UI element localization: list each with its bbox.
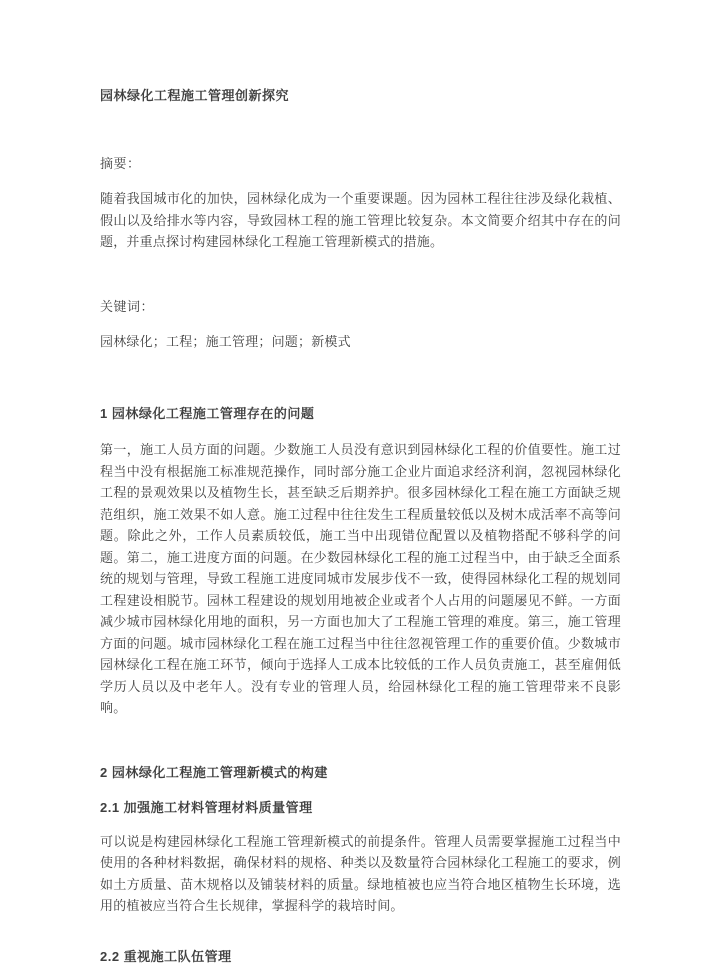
section-2-1-paragraph: 可以说是构建园林绿化工程施工管理新模式的前提条件。管理人员需要掌握施工过程当中使用的各种材料数据，确保材料的规格、种类以及数量符合园林绿化工程施工的要求，例如土方质量、苗木规格以及铺装材料的质量。绿地植被也应当符合地区植物生长环境，选用的植被应当符合生长规律，掌握科学的栽培时间。	[100, 833, 621, 913]
section-1-paragraph: 第一，施工人员方面的问题。少数施工人员没有意识到园林绿化工程的价值要性。施工过程当中没有根据施工标准规范操作，同时部分施工企业片面追求经济利润，忽视园林绿化工程的景观效果以及植物生长，甚至缺乏后期养护。很多园林绿化工程在施工方面缺乏规范组织，施工效果不如人意。施工过程中往往发生工程质量较低以及树木成活率不高等问题。除此之外，工作人员素质较低，施工当中出现错位配置以及植物搭配不够科学的问题。第二，施工进度方面的问题。在少数园林绿化工程的施工过程当中，由于缺乏全面系统的规划与管理，导致工程施工进度同城市发展步伐不一致，使得园林绿化工程的规划同工程建设相脱节。园林工程建设的规划用地被企业或者个人占用的问题屡见不鲜。一方面减少城市园林绿化用地的面积，另一方面也加大了工程施工管理的难度。第三，施工管理方面的问题。城市园林绿化工程在施工过程当中往往忽视管理工作的重要价值。少数城市园林绿化工程在施工环节，倾向于选择人工成本比较低的工作人员负责施工，甚至雇佣低学历人员以及中老年人。没有专业的管理人员，给园林绿化工程的施工管理带来不良影响。	[100, 442, 621, 715]
document-title: 园林绿化工程施工管理创新探究	[100, 88, 290, 103]
abstract-label: 摘要：	[100, 156, 141, 171]
keywords-label: 关键词：	[100, 298, 155, 314]
keywords-text: 园林绿化；工程；施工管理；问题；新模式	[100, 333, 351, 349]
section-1-heading: 1 园林绿化工程施工管理存在的问题	[100, 406, 315, 421]
abstract-text: 随着我国城市化的加快，园林绿化成为一个重要课题。因为园林工程往往涉及绿化栽植、假山以及给排水等内容，导致园林工程的施工管理比较复杂。本文简要介绍其中存在的问题，并重点探讨构建园林绿化工程施工管理新模式的措施。	[100, 191, 621, 249]
section-2-2-heading: 2.2 重视施工队伍管理	[100, 948, 232, 964]
section-2-heading: 2 园林绿化工程施工管理新模式的构建	[100, 764, 328, 780]
section-2-1-heading: 2.1 加强施工材料管理材料质量管理	[100, 799, 313, 815]
